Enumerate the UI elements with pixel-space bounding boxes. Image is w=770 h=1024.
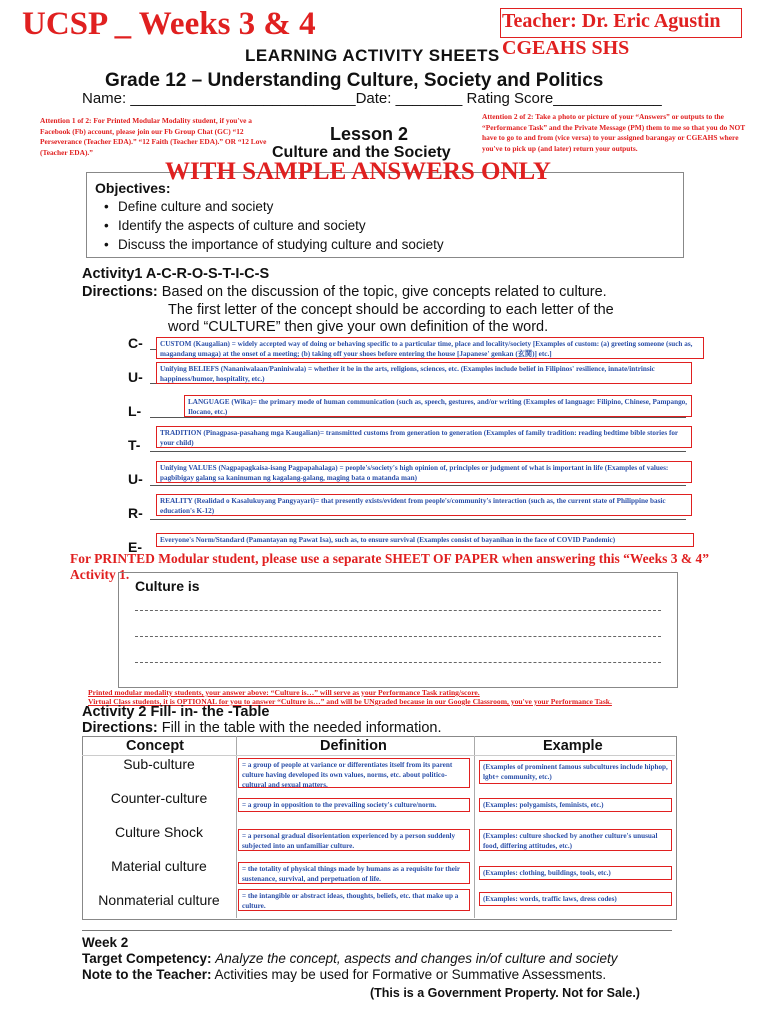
answer-line bbox=[150, 519, 686, 520]
objectives-label: Objectives: bbox=[95, 180, 171, 196]
answer-line bbox=[150, 451, 686, 452]
directions-line-1: Based on the discussion of the topic, give concepts related to culture. bbox=[161, 284, 607, 300]
separator-line bbox=[82, 930, 672, 931]
directions-label: Directions: bbox=[82, 284, 158, 300]
note-text: Activities may be used for Formative or Summative Assessments. bbox=[214, 967, 607, 982]
table-column-divider bbox=[474, 736, 475, 918]
table-example: (Examples: clothing, buildings, tools, etc.) bbox=[479, 866, 672, 880]
directions-line-2: The first letter of the concept should be according to each letter of the bbox=[168, 301, 614, 318]
acrostic-letter: C- bbox=[128, 335, 143, 351]
sheet-title: LEARNING ACTIVITY SHEETS bbox=[245, 46, 500, 65]
acrostic-answer: Unifying VALUES (Nagpapagkaisa-isang Pagpapahalaga) = people's/society's high opinion of, principles or judgment of what is important in life (Examples of values: pagbibigay galang sa kaninuman ng kagalang-galang, maging bata o matanda man) bbox=[156, 461, 692, 483]
attention-note-1: Attention 1 of 2: For Printed Modular Modality student, if you've a Facebook (Fb) account, please join our Fb Group Chat (GC) “12 Perseverance (Teacher EDA).” “12 Faith (Teacher EDA).” OR “12 Love (Teacher EDA).” bbox=[40, 116, 267, 157]
activity1-directions bbox=[82, 284, 682, 337]
table-header-example: Example bbox=[543, 738, 603, 754]
answer-line bbox=[150, 417, 686, 418]
acrostic-letter: R- bbox=[128, 505, 143, 521]
acrostic-letter: T- bbox=[128, 437, 141, 453]
target-text: Analyze the concept, aspects and changes in/of culture and society bbox=[215, 951, 618, 966]
performance-task-note: Printed modular modality students, your answer above: “Culture is…” will serve as your Performance Task rating/score. bbox=[88, 688, 480, 697]
table-concept: Nonmaterial culture bbox=[98, 892, 220, 908]
teacher-name: Teacher: Dr. Eric Agustin bbox=[502, 10, 721, 32]
table-concept: Counter-culture bbox=[110, 790, 208, 806]
table-header-definition: Definition bbox=[320, 738, 387, 754]
acrostic-answer: TRADITION (Pinagpasa-pasahang mga Kaugalian)= transmitted customs from generation to generation (Examples of family tradition: reading bedtime bible stories for your child) bbox=[156, 426, 692, 448]
virtual-class-note: Virtual Class students, it is OPTIONAL for you to answer “Culture is…” and will be UNgraded because in our Google Classroom, you've your Performance Task. bbox=[88, 697, 612, 706]
acrostic-answer: Unifying BELIEFS (Nananiwalaan/Paniniwala) = whether it be in the arts, religions, sciences, etc. (Examples include belief in Filipinos' resilience, innate/intrinsic happiness/humor, hospitality, etc.) bbox=[156, 362, 692, 384]
lesson-title: Culture and the Society bbox=[272, 144, 451, 161]
table-concept: Material culture bbox=[111, 858, 207, 874]
table-definition: = the totality of physical things made by humans as a requisite for their sustenance, survival, and perpetuation of life. bbox=[238, 862, 470, 884]
activity1-title: Activity1 A-C-R-O-S-T-I-C-S bbox=[82, 266, 270, 282]
acrostic-letter: E- bbox=[128, 539, 142, 555]
grade-title: Grade 12 – Understanding Culture, Society and Politics bbox=[105, 70, 604, 91]
week2-title: Week 2 bbox=[82, 935, 129, 950]
table-definition: = a group of people at variance or differentiates itself from its parent culture having developed its own values, norms, etc. about politico-cultural and sexual matters. bbox=[238, 758, 470, 788]
culture-is-box bbox=[118, 572, 678, 688]
activity2-directions bbox=[82, 720, 441, 736]
acrostic-answer: REALITY (Realidad o Kasalukuyang Pangyayari)= that presently exists/evident from people's/community's interaction (such as, the current state of Philippine basic education's K-12) bbox=[156, 494, 692, 516]
note-to-teacher bbox=[82, 967, 606, 982]
acrostic-letter: U- bbox=[128, 369, 143, 385]
sample-answers-banner: WITH SAMPLE ANSWERS ONLY bbox=[165, 158, 551, 185]
culture-is-label: Culture is bbox=[135, 578, 200, 594]
acrostic-letter: U- bbox=[128, 471, 143, 487]
printed-modular-note: For PRINTED Modular student, please use a separate SHEET OF PAPER when answering this “Weeks 3 & 4” Activity 1. bbox=[70, 551, 710, 582]
table-definition: = a personal gradual disorientation experienced by a person suddenly subjected into an unfamiliar culture. bbox=[238, 829, 470, 851]
lesson-number: Lesson 2 bbox=[330, 124, 409, 144]
acrostic-answer: Everyone's Norm/Standard (Pamantayan ng Pawat Isa), such as, to ensure survival (Examples consist of bayanihan in the face of COVID Pandemic) bbox=[156, 533, 694, 547]
table-definition: = a group in opposition to the prevailing society's culture/norm. bbox=[238, 798, 470, 812]
activity2-title: Activity 2 Fill- in- the -Table bbox=[82, 704, 270, 720]
table-column-divider bbox=[236, 736, 237, 918]
table-definition: = the intangible or abstract ideas, thoughts, beliefs, etc. that make up a culture. bbox=[238, 889, 470, 911]
government-property-note: (This is a Government Property. Not for Sale.) bbox=[370, 986, 640, 1000]
acrostic-answer: CUSTOM (Kaugalian) = widely accepted way of doing or behaving specific to a particular time, place and locality/society [Examples of custom: (a) greeting someone (such as, magandang umaga) at the onset of a meeting; (b) taking off your shoes before entering the house [Japanese' genkan (玄関)] etc.] bbox=[156, 337, 704, 359]
answer-line bbox=[150, 485, 686, 486]
directions-label: Directions: bbox=[82, 720, 158, 736]
objective-item: • Identify the aspects of culture and society bbox=[118, 218, 366, 233]
school-name: CGEAHS SHS bbox=[502, 37, 630, 59]
acrostic-letter: L- bbox=[128, 403, 142, 419]
objective-item: • Define culture and society bbox=[118, 199, 273, 214]
target-label: Target Competency: bbox=[82, 951, 212, 966]
table-header-concept: Concept bbox=[126, 738, 184, 754]
table-example: (Examples of prominent famous subcultures include hiphop, lgbt+ community, etc.) bbox=[479, 760, 672, 784]
table-example: (Examples: words, traffic laws, dress codes) bbox=[479, 892, 672, 906]
table-concept: Sub-culture bbox=[123, 756, 195, 772]
directions-line-3: word “CULTURE” then give your own definition of the word. bbox=[168, 319, 549, 335]
culture-answer-line bbox=[135, 610, 661, 611]
objective-item: • Discuss the importance of studying culture and society bbox=[118, 237, 444, 252]
name-date-line: Name: ___________________________Date: ________ Rating Score_____________ bbox=[82, 90, 662, 107]
culture-answer-line bbox=[135, 636, 661, 637]
target-competency bbox=[82, 951, 618, 966]
table-example: (Examples: polygamists, feminists, etc.) bbox=[479, 798, 672, 812]
document-title: UCSP _ Weeks 3 & 4 bbox=[22, 6, 316, 42]
note-label: Note to the Teacher: bbox=[82, 967, 212, 982]
table-example: (Examples: culture shocked by another culture's unusual food, differing attitudes, etc.) bbox=[479, 829, 672, 851]
table-concept: Culture Shock bbox=[115, 824, 203, 840]
culture-answer-line bbox=[135, 662, 661, 663]
acrostic-answer: LANGUAGE (Wika)= the primary mode of human communication (such as, speech, gestures, and/or writing (Examples of language: Filipino, Chinese, Pampango, Ilocano, etc.) bbox=[184, 395, 692, 417]
attention-note-2: Attention 2 of 2: Take a photo or picture of your “Answers” or outputs to the “Performance Task” and the Private Message (PM) them to me so that you do NOT have to go to and from (vice versa) to your assigned barangay or CGEAHS where you've to pick up (and later) return your outputs. bbox=[482, 112, 746, 153]
directions-text: Fill in the table with the needed information. bbox=[161, 720, 442, 736]
